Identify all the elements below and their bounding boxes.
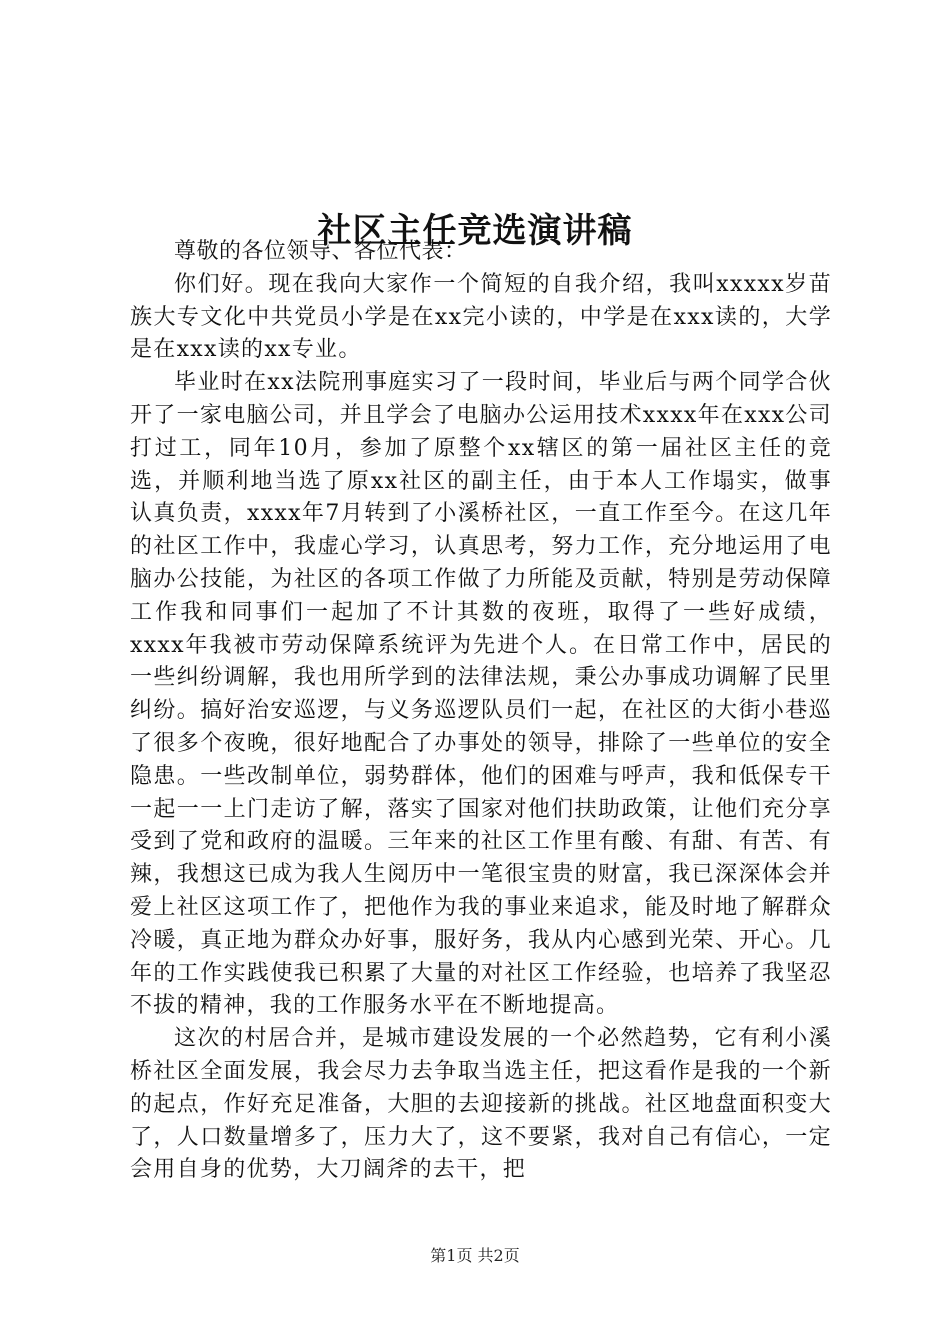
introduction-paragraph: 你们好。现在我向大家作一个简短的自我介绍，我叫xxxxx岁苗族大专文化中共党员小学是在xx完小读的，中学是在xxx读的，大学是在xxx读的xx专业。 — [130, 271, 832, 363]
page-number-footer: 第1页 共2页 — [430, 1246, 520, 1265]
document-title: 社区主任竞选演讲稿 — [317, 210, 633, 251]
experience-paragraph: 毕业时在xx法院刑事庭实习了一段时间，毕业后与两个同学合伙开了一家电脑公司，并且学会了电脑办公运用技术xxxx年在xxx公司打过工，同年10月，参加了原整个xx辖区的第一届社区主任的竞选，并顺利地当选了原xx社区的副主任，由于本人工作塌实，做事认真负责，xxxx年7月转到了小溪桥社区，一直工作至今。在这几年的社区工作中，我虚心学习，认真思考，努力工作，充分地运用了电脑办公技能，为社区的各项工作做了力所能及贡献，特别是劳动保障工作我和同事们一起加了不计其数的夜班，取得了一些好成绩，xxxx年我被市劳动保障系统评为先进个人。在日常工作中，居民的一些纠纷调解，我也用所学到的法律法规，秉公办事成功调解了民里纠纷。搞好治安巡逻，与义务巡逻队员们一起，在社区的大街小巷巡了很多个夜晚，很好地配合了办事处的领导，排除了一些单位的安全隐患。一些改制单位，弱势群体，他们的困难与呼声，我和低保专干一起一一上门走访了解，落实了国家对他们扶助政策，让他们充分享受到了党和政府的温暖。三年来的社区工作里有酸、有甜、有苦、有辣，我想这已成为我人生阅历中一笔很宝贵的财富，我已深深体会并爱上社区这项工作了，把他作为我的事业来追求，能及时地了解群众冷暖，真正地为群众办好事，服好务，我从内心感到光荣、开心。几年的工作实践使我已积累了大量的对社区工作经验，也培养了我坚忍不拔的精神，我的工作服务水平在不断地提高。 — [130, 370, 832, 1019]
salutation-paragraph: 尊敬的各位领导、各位代表： — [174, 239, 467, 264]
goals-paragraph: 这次的村居合并，是城市建设发展的一个必然趋势，它有利小溪桥社区全面发展，我会尽力去争取当选主任，把这看作是我的一个新的起点，作好充足准备，大胆的去迎接新的挑战。社区地盘面积变大了，人口数量增多了，压力大了，这不要紧，我对自己有信心，一定会用自身的优势，大刀阔斧的去干，把 — [130, 1026, 832, 1183]
document-body — [130, 236, 832, 1187]
